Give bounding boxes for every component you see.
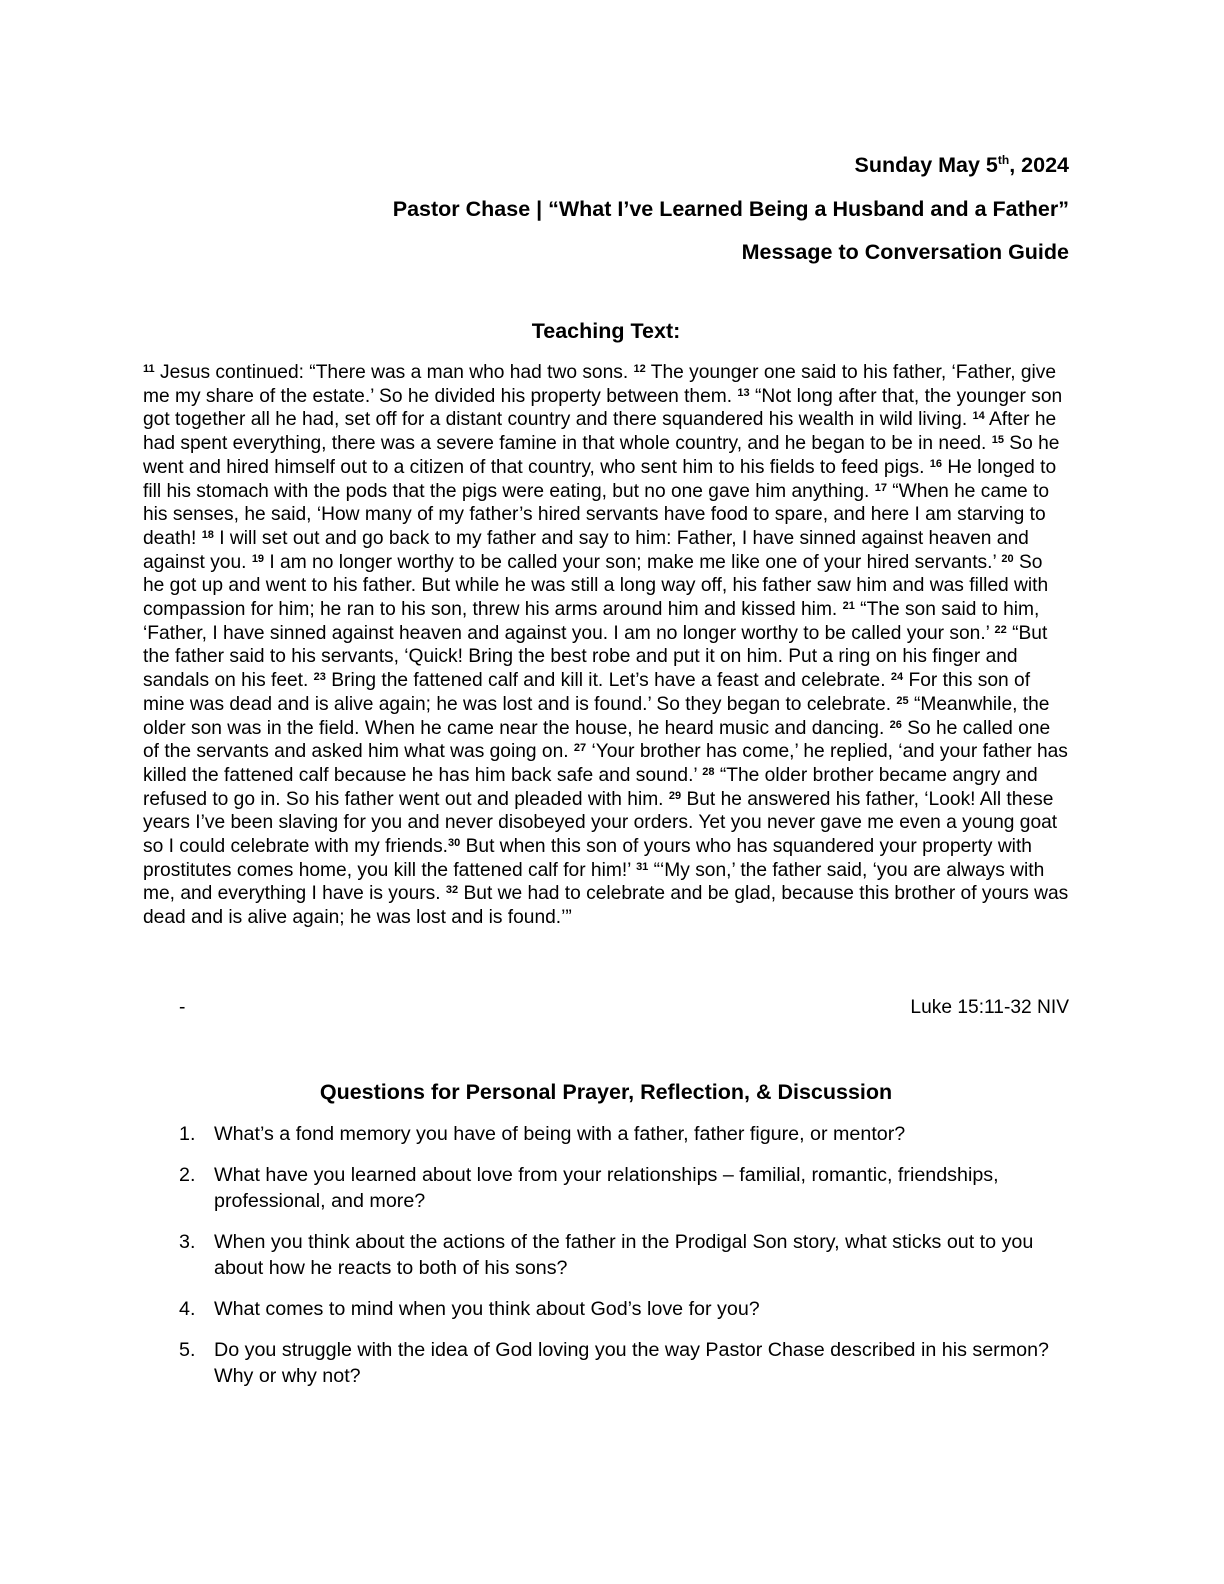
citation-dash: -	[179, 997, 186, 1018]
question-number: 5.	[179, 1339, 196, 1361]
verse-number: 11	[143, 363, 155, 375]
sermon-title: Pastor Chase | “What I’ve Learned Being a Husband and a Father”	[392, 196, 1069, 221]
question-number: 4.	[179, 1298, 196, 1320]
verse-number: 25	[896, 694, 909, 707]
verse-number: 28	[702, 765, 715, 778]
date-year: , 2024	[1009, 153, 1069, 177]
verse-number: 32	[445, 884, 459, 897]
document-page	[143, 0, 1069, 1584]
verse-text: “‘My son,’ the father said, ‘you are always with me, and everything I have is yours.	[143, 859, 1045, 905]
verse-text: “When he came to his senses, he said, ‘How many of my father’s hired servants have food to spare, and here I am starving to death!	[143, 480, 1050, 549]
verse-number: 23	[313, 671, 326, 684]
verse-text: But when this son of yours who has squandered your property with prostitutes comes home, you kill the fattened calf for him!’	[143, 836, 1032, 881]
verse-text: ‘Your brother has come,’ he replied, ‘and your father has killed the fattened calf because he has him back safe and sound.’	[143, 741, 1068, 786]
question-text: What’s a fond memory you have of being with a father, father figure, or mentor?	[214, 1123, 906, 1145]
verse-number: 31	[636, 860, 649, 873]
scripture-citation-row	[143, 995, 1069, 1021]
verse-number: 18	[201, 528, 214, 541]
verse-text: After he had spent everything, there was a severe famine in that whole country, and he began to be in need.	[143, 409, 1057, 455]
verse-text: So he got up and went to his father. But while he was still a long way off, his father saw him and was filled with compassion for him; he ran to his son, threw his arms around him and kissed him.	[143, 551, 1049, 621]
question-number: 3.	[179, 1231, 196, 1253]
verse-number: 22	[994, 623, 1007, 636]
service-date	[143, 144, 1069, 188]
verse-text: But he answered his father, ‘Look! All these years I’ve been slaving for you and never disobeyed your orders. Yet you never gave me even a young goat so I could celebrate with my friends.	[143, 788, 1058, 858]
verse-number: 16	[929, 457, 943, 470]
verse-number: 21	[842, 600, 855, 613]
verse-text: So he went and hired himself out to a citizen of that country, who sent him to his fields to feed pigs.	[143, 433, 1060, 478]
document-header	[143, 144, 1069, 275]
scripture-citation: Luke 15:11-32 NIV	[910, 997, 1069, 1018]
verse-number: 13	[737, 386, 750, 399]
question-item	[143, 1162, 1069, 1214]
verse-number: 15	[991, 434, 1004, 447]
verse-text: “Not long after that, the younger son got together all he had, set off for a distant country and there squandered his wealth in wild living.	[143, 385, 1063, 431]
question-item	[143, 1296, 1069, 1322]
verse-text: Bring the fattened calf and kill it. Let’s have a feast and celebrate.	[325, 670, 891, 692]
verse-text: “But the father said to his servants, ‘Quick! Bring the best robe and put it on him. Put a ring on his finger and sandals on his feet.	[143, 622, 1048, 692]
question-text: Do you struggle with the idea of God loving you the way Pastor Chase described in his sermon? Why or why not?	[214, 1339, 1049, 1387]
date-prefix: Sunday May 5	[854, 153, 998, 177]
question-text: What have you learned about love from your relationships – familial, romantic, friendships, professional, and more?	[214, 1164, 999, 1212]
verse-number: 30	[448, 837, 461, 850]
guide-subtitle: Message to Conversation Guide	[741, 240, 1069, 264]
teaching-text-heading: Teaching Text:	[531, 319, 681, 343]
verse-text: “Meanwhile, the older son was in the field. When he came near the house, he heard music and dancing.	[143, 693, 1050, 739]
verse-text: So he called one of the servants and asked him what was going on.	[143, 717, 1051, 763]
verse-text: “The older brother became angry and refused to go in. So his father went out and pleaded with him.	[143, 764, 1038, 810]
verse-text: Jesus continued: “There was a man who had two sons.	[154, 362, 634, 383]
verse-number: 14	[972, 410, 985, 423]
verse-number: 26	[889, 718, 902, 731]
question-item	[143, 1337, 1069, 1389]
verse-text: For this son of mine was dead and is alive again; he was lost and is found.’ So they began to celebrate.	[143, 670, 1031, 715]
verse-text: I will set out and go back to my father and say to him: Father, I have sinned against heaven and against you.	[143, 527, 1029, 573]
verse-number: 19	[251, 552, 265, 565]
verse-text: The younger one said to his father, ‘Father, give me my share of the estate.’ So he divided his property between them.	[143, 362, 1057, 407]
scripture-passage	[143, 361, 1069, 930]
questions-heading: Questions for Personal Prayer, Reflection, & Discussion	[319, 1080, 893, 1104]
question-text: What comes to mind when you think about God’s love for you?	[214, 1298, 760, 1320]
verse-text: I am no longer worthy to be called your son; make me like one of your hired servants.’	[264, 551, 1002, 573]
verse-number: 24	[890, 671, 904, 684]
questions-list	[143, 1121, 1069, 1404]
question-item	[143, 1229, 1069, 1281]
verse-text: He longed to fill his stomach with the pods that the pigs were eating, but no one gave him anything.	[143, 456, 1057, 502]
verse-number: 27	[573, 742, 587, 755]
question-item	[143, 1121, 1069, 1147]
verse-text: But we had to celebrate and be glad, because this brother of yours was dead and is alive again; he was lost and is found.’”	[143, 883, 1069, 929]
question-number: 1.	[179, 1123, 196, 1145]
verse-number: 20	[1001, 552, 1014, 565]
verse-number: 12	[633, 363, 646, 375]
verse-number: 17	[874, 481, 887, 494]
verse-text: “The son said to him, ‘Father, I have sinned against heaven and against you. I am no longer worthy to be called your son.’	[143, 599, 1040, 644]
verse-number: 29	[668, 789, 682, 802]
question-text: When you think about the actions of the father in the Prodigal Son story, what sticks out to you about how he reacts to both of his sons?	[214, 1231, 1034, 1279]
date-ordinal-suffix: th	[997, 153, 1010, 167]
question-number: 2.	[179, 1164, 196, 1186]
